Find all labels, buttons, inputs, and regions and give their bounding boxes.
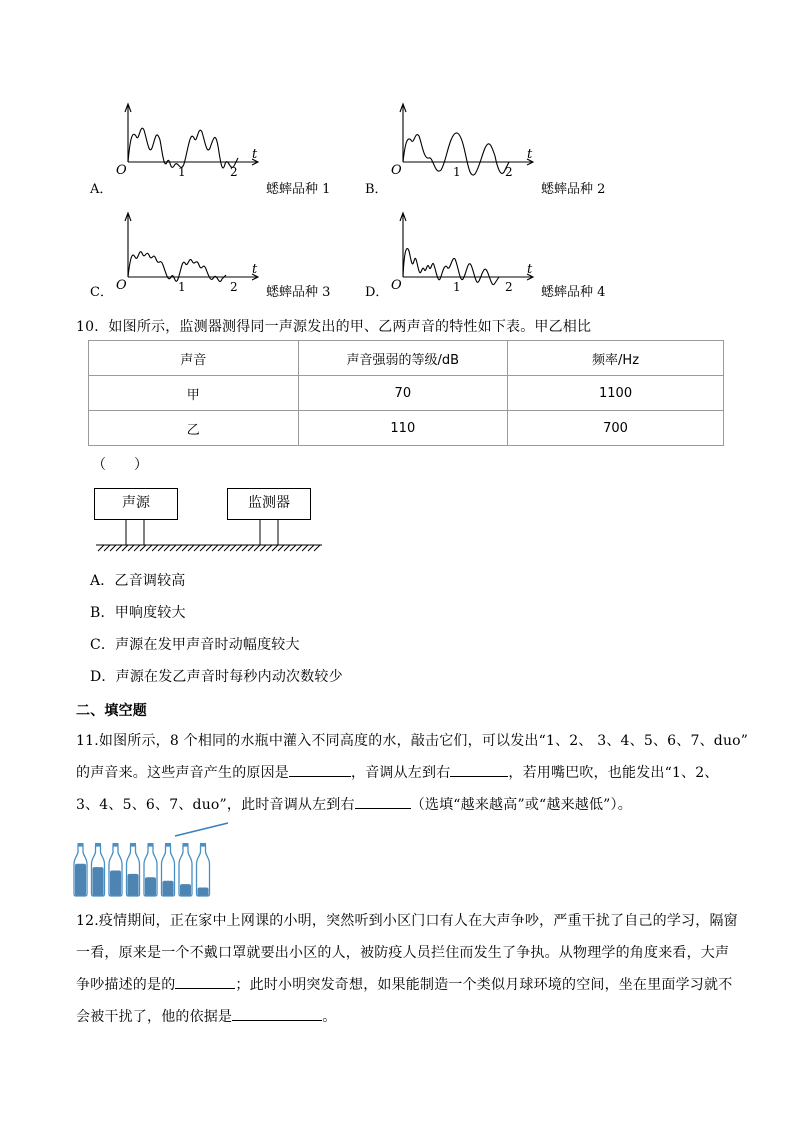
option-b-caption: 蟋蟀品种 2: [541, 182, 606, 197]
q10-option-c[interactable]: C．声源在发甲声音时动幅度较大: [90, 637, 300, 653]
tick-2: 2: [505, 165, 513, 179]
q10-option-d[interactable]: D．声源在发乙声音时每秒内动次数较少: [90, 669, 343, 685]
option-c[interactable]: [90, 203, 350, 303]
table-cell: 1100: [508, 376, 724, 411]
bottle[interactable]: [74, 843, 87, 896]
q12-text: 争吵描述的是的: [76, 977, 176, 993]
section-title: 二、填空题: [76, 703, 147, 719]
bottle-water: [163, 881, 174, 896]
bottle-cap: [183, 843, 189, 846]
t-label: t: [252, 147, 258, 162]
bottle[interactable]: [127, 843, 140, 896]
q11-blank-2[interactable]: [450, 762, 508, 777]
bottle-water: [93, 867, 104, 896]
q12-line-2: 一看，原来是一个不戴口罩就要出小区的人，被防疫人员拦住而发生了争执。从物理学的角度来看，大声: [76, 945, 730, 961]
q12-line-1: 12.疫情期间，正在家中上网课的小明，突然听到小区门口有人在大声争吵，严重干扰了自己的学习，隔窗: [76, 913, 738, 929]
tick-1: 1: [453, 280, 461, 293]
q10-diagram: [90, 485, 330, 555]
origin-label: O: [116, 278, 127, 293]
q11-text: （选填“越来越高”或“越来越低”）。: [410, 797, 632, 813]
bottle[interactable]: [92, 843, 105, 896]
q11-blank-3[interactable]: [355, 794, 411, 809]
bottle[interactable]: [179, 843, 192, 896]
q11-blank-1[interactable]: [289, 762, 351, 777]
bottle-cap: [130, 843, 136, 846]
option-d-letter: D．: [365, 285, 389, 300]
q11-line-1: 11.如图所示，8 个相同的水瓶中灌入不同高度的水，敲击它们，可以发出“1、2、 3、4、5、6、7、duo”: [76, 733, 749, 749]
table-cell: 110: [298, 411, 508, 446]
q11-line-2: [76, 762, 719, 782]
q11-text: ，音调从左到右: [351, 765, 451, 781]
q11-text: ，若用嘴巴吹，也能发出“1、2、: [508, 765, 719, 781]
bottle-cap: [95, 843, 101, 846]
q12-blank-2[interactable]: [232, 1006, 322, 1021]
bottle-cap: [200, 843, 206, 846]
table-header-cell: 声音: [89, 341, 299, 376]
q12-blank-1[interactable]: [175, 974, 235, 989]
t-label: t: [527, 262, 533, 277]
bottles-svg: [72, 822, 242, 900]
option-d-caption: 蟋蟀品种 4: [541, 285, 606, 300]
q11-line-3: [76, 794, 632, 814]
option-a[interactable]: [90, 100, 350, 200]
q10-stem: 10．如图所示，监测器测得同一声源发出的甲、乙两声音的特性如下表。甲乙相比: [76, 319, 592, 335]
q12-line-4: [76, 1006, 336, 1026]
tick-1: 1: [453, 165, 461, 179]
q12-line-3: [76, 974, 732, 994]
monitor-box: 监测器: [227, 488, 311, 520]
t-label: t: [252, 262, 258, 277]
option-d[interactable]: [365, 203, 625, 303]
waveform-chart-c: [112, 203, 262, 293]
waveform-chart-b: [387, 100, 537, 190]
table-header-row: [89, 341, 724, 376]
option-a-letter: A．: [90, 182, 113, 197]
q12-text: ；此时小明突发奇想，如果能制造一个类似月球环境的空间，坐在里面学习就不: [235, 977, 733, 993]
table-cell: 700: [508, 411, 724, 446]
bottle[interactable]: [162, 843, 175, 896]
q12-text: 。: [322, 1009, 337, 1025]
waveform-chart-a: [112, 100, 262, 190]
q10-answer-paren: （ ）: [92, 457, 148, 473]
origin-label: O: [116, 163, 127, 178]
tick-2: 2: [230, 165, 238, 179]
t-label: t: [527, 147, 533, 162]
bottle-cap: [113, 843, 119, 846]
bottle-water: [145, 877, 156, 896]
q11-bottles-figure: [72, 822, 242, 900]
bottle[interactable]: [144, 843, 157, 896]
table-cell: 乙: [89, 411, 299, 446]
table-row: [89, 411, 724, 446]
q11-text: 的声音来。这些声音产生的原因是: [76, 765, 289, 781]
q10-option-a[interactable]: A．乙音调较高: [90, 573, 186, 589]
table-cell: 70: [298, 376, 508, 411]
waveform-4: [403, 249, 499, 285]
q10-option-b[interactable]: B．甲响度较大: [90, 605, 186, 621]
table-cell: 甲: [89, 376, 299, 411]
option-a-caption: 蟋蟀品种 1: [266, 182, 331, 197]
table-header-cell: 频率/Hz: [508, 341, 724, 376]
striking-stick: [175, 823, 228, 836]
tick-2: 2: [230, 280, 238, 293]
q11-text: 3、4、5、6、7、duo”，此时音调从左到右: [76, 797, 355, 813]
tick-1: 1: [178, 280, 186, 293]
bottle-cap: [148, 843, 154, 846]
bottle-water: [198, 888, 209, 897]
origin-label: O: [391, 163, 402, 178]
origin-label: O: [391, 278, 402, 293]
tick-2: 2: [505, 280, 513, 293]
q12-text: 会被干扰了，他的依据是: [76, 1009, 233, 1025]
bottle-water: [110, 871, 121, 897]
bottle-cap: [78, 843, 84, 846]
table-row: [89, 376, 724, 411]
option-c-caption: 蟋蟀品种 3: [266, 285, 331, 300]
option-b-letter: B．: [365, 182, 388, 197]
sound-source-box: 声源: [94, 488, 178, 520]
bottle-water: [75, 864, 86, 896]
table-header-cell: 声音强弱的等级/dB: [298, 341, 508, 376]
bottle-water: [128, 874, 139, 896]
bottle[interactable]: [109, 843, 122, 896]
bottle-cap: [165, 843, 171, 846]
option-c-letter: C．: [90, 285, 113, 300]
option-b[interactable]: [365, 100, 625, 200]
ground-hatch: [98, 545, 320, 551]
waveform-chart-d: [387, 203, 537, 293]
bottle-water: [180, 884, 191, 896]
q10-table: [88, 340, 724, 446]
tick-1: 1: [178, 165, 186, 179]
bottle[interactable]: [197, 843, 210, 896]
